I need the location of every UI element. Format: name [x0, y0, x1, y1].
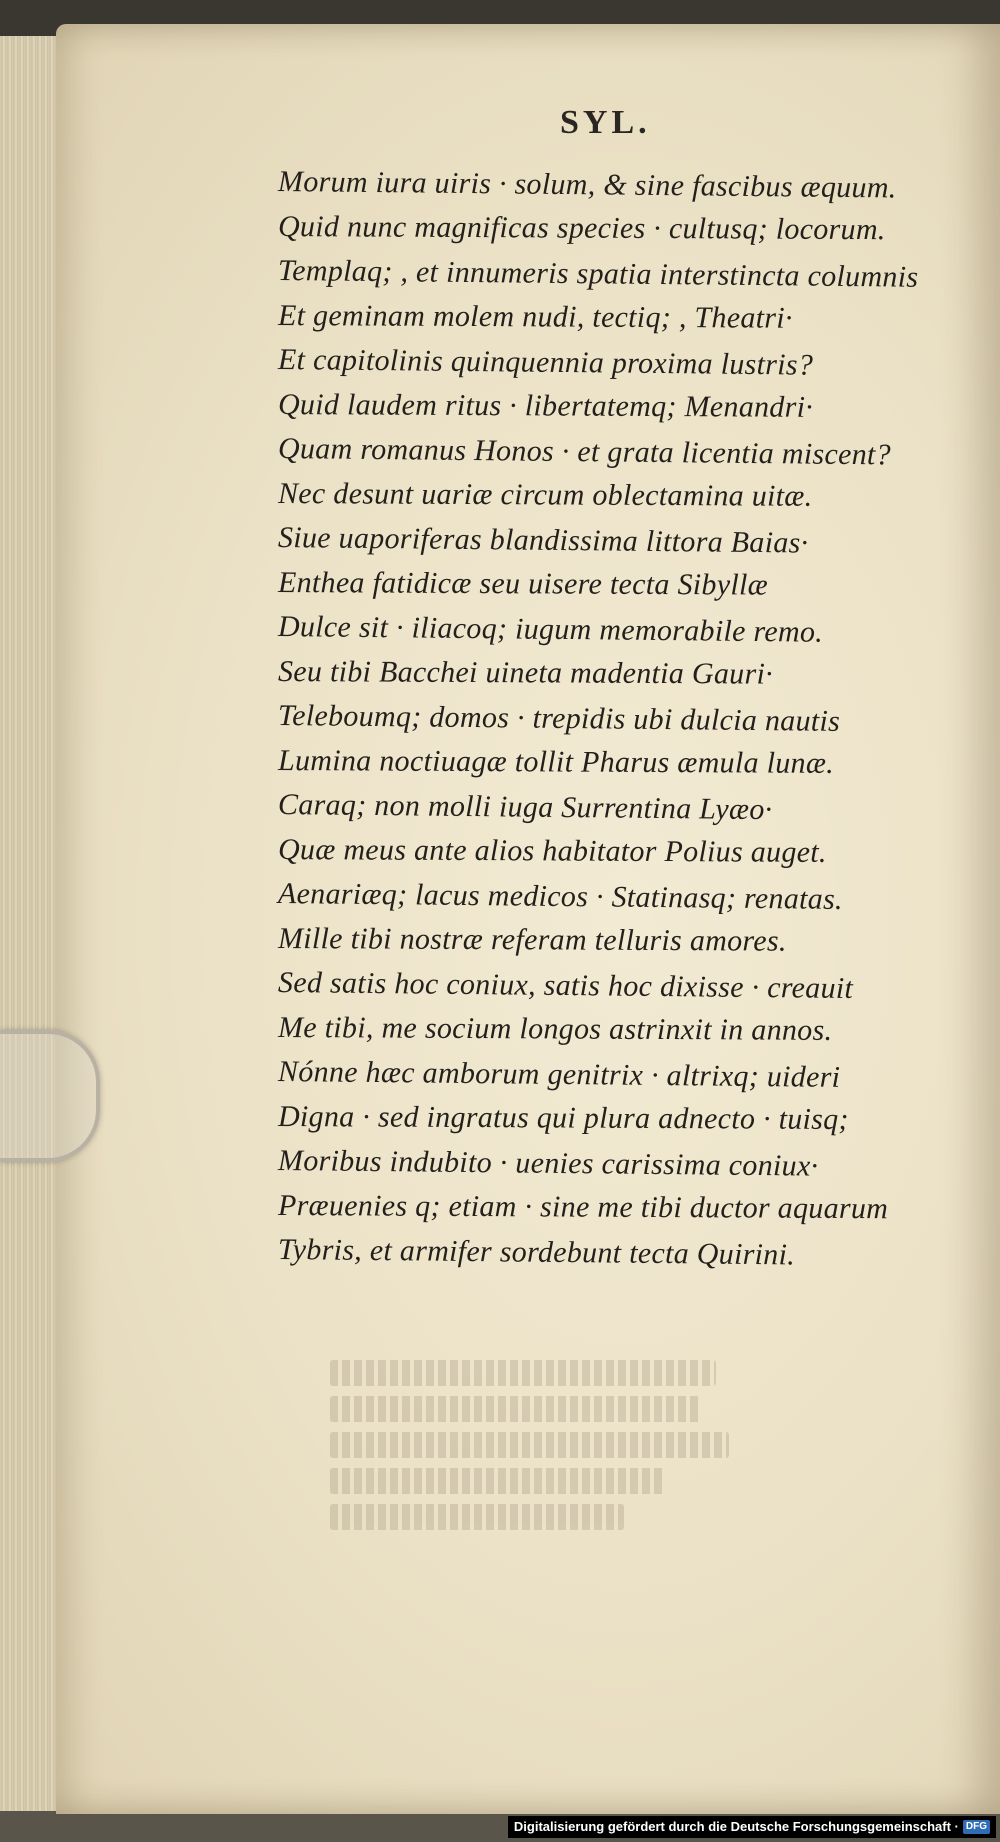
verse-line: Nec desunt uariæ circum oblectamina uitæ. — [277, 476, 813, 513]
running-head: SYL. — [560, 104, 651, 141]
verse-line: Nónne hæc amborum genitrix · altrixq; uideri — [277, 1055, 841, 1094]
verse-line: Me tibi, me socium longos astrinxit in annos. — [277, 1010, 833, 1047]
verse-line: Teleboumq; domos · trepidis ubi dulcia nautis — [277, 699, 841, 738]
verse-list — [278, 160, 978, 1273]
verse-line: Dulce sit · iliacoq; iugum memorabile remo. — [277, 610, 824, 649]
verse-line: Lumina noctiuagæ tollit Pharus æmula lunæ. — [277, 743, 835, 780]
verse-line: Præuenies q; etiam · sine me tibi ductor aquarum — [277, 1188, 889, 1225]
verse-line: Aenariæq; lacus medicos · Statinasq; renatas. — [277, 877, 843, 916]
verse-line: Et geminam molem nudi, tectiq; , Theatri· — [277, 298, 793, 335]
verse-line: Templaq; , et innumeris spatia interstincta columnis — [277, 254, 919, 294]
verse-line: Morum iura uiris · solum, & sine fascibus æquum. — [277, 165, 897, 205]
verse-line: Quid nunc magnificas species · cultusq; locorum. — [277, 209, 886, 246]
digitization-credit — [508, 1816, 996, 1838]
verse-line: Seu tibi Bacchei uineta madentia Gauri· — [277, 654, 774, 691]
verse-line: Tybris, et armifer sordebunt tecta Quirini. — [277, 1233, 796, 1272]
verse-line: Sed satis hoc coniux, satis hoc dixisse · creauit — [277, 966, 854, 1006]
page-clip — [0, 1030, 100, 1162]
verse-line: Quam romanus Honos · et grata licentia miscent? — [277, 432, 892, 472]
verse-line: Siue uaporiferas blandissima littora Baias· — [277, 521, 809, 560]
verse-line: Caraq; non molli iuga Surrentina Lyæo· — [277, 788, 773, 827]
verse-line: Et capitolinis quinquennia proxima lustris? — [277, 343, 814, 382]
dfg-logo-icon: DFG — [963, 1820, 990, 1834]
verse-line: Moribus indubito · uenies carissima coniux· — [277, 1144, 819, 1183]
verse-line: Mille tibi nostræ referam telluris amores. — [277, 921, 787, 958]
verse-line: Quid laudem ritus · libertatemq; Menandri· — [277, 387, 814, 424]
show-through-text — [330, 1360, 750, 1620]
verse-line: Quæ meus ante alios habitator Polius auget. — [277, 832, 827, 869]
verse-line: Enthea fatidicæ seu uisere tecta Sibyllæ — [277, 565, 769, 602]
credit-text: Digitalisierung gefördert durch die Deutsche Forschungsgemeinschaft · — [513, 1819, 959, 1834]
verse-line: Digna · sed ingratus qui plura adnecto · tuisq; — [277, 1099, 849, 1136]
